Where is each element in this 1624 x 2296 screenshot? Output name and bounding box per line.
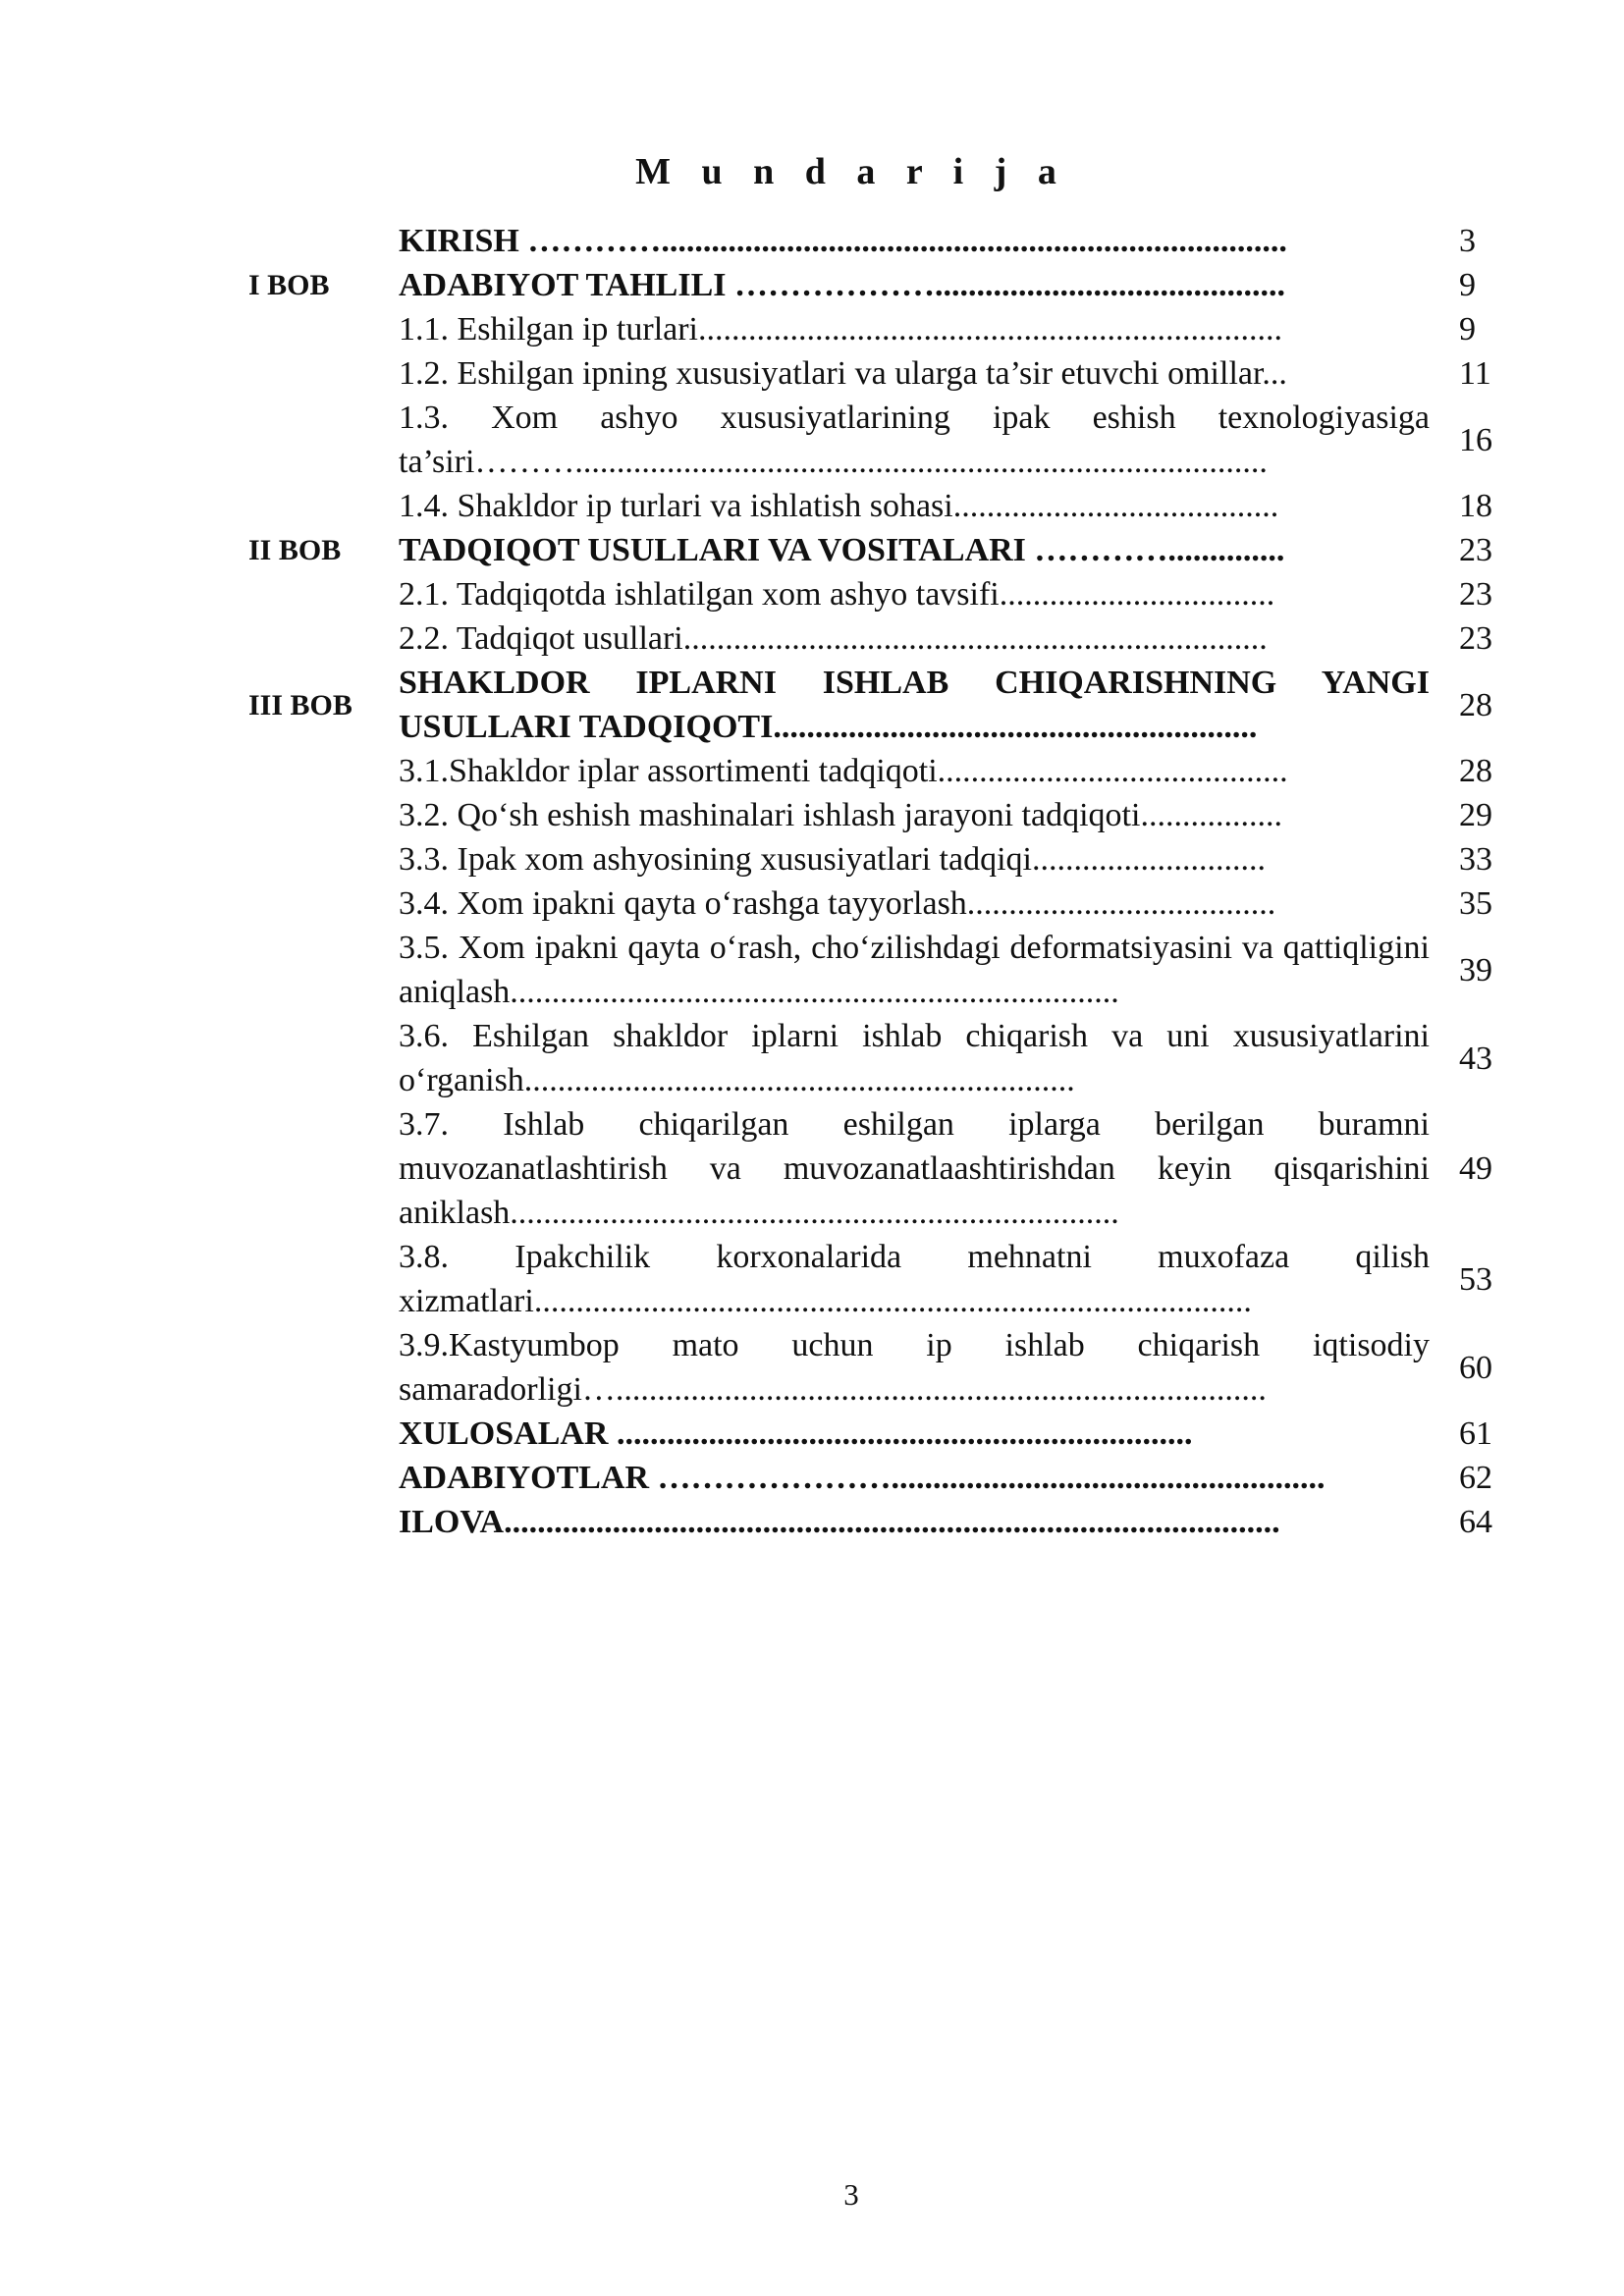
toc-entry-title: 1.1. Eshilgan ip turlari......................................................................	[399, 311, 1283, 347]
toc-page-number: 43	[1459, 1040, 1492, 1077]
toc-entry-title: 3.1.Shakldor iplar assortimenti tadqiqoti..........................................	[399, 753, 1288, 789]
toc-entry	[0, 219, 1624, 263]
toc-page-number: 39	[1459, 951, 1492, 988]
toc-entry-title: 1.3. Xom ashyo xususiyatlarining ipak eshish texnologiyasiga ta’siri………...................................................................................	[399, 400, 1430, 480]
toc-entry	[0, 263, 1624, 307]
toc-entry	[0, 1323, 1624, 1412]
toc-entry-title: 2.2. Tadqiqot usullari......................................................................	[399, 620, 1268, 657]
toc-page-number: 61	[1459, 1415, 1492, 1452]
toc-page-number: 23	[1459, 576, 1492, 613]
toc-entry-title: ADABIYOTLAR …………………....................................................	[399, 1460, 1326, 1496]
toc-page-number: 11	[1459, 355, 1491, 392]
toc-entry	[0, 484, 1624, 528]
toc-entry	[0, 307, 1624, 351]
toc-page-number: 9	[1459, 267, 1476, 303]
toc-entry-title: 3.3. Ipak xom ashyosining xususiyatlari tadqiqi............................	[399, 841, 1266, 878]
toc-entry-title: 3.4. Xom ipakni qayta o‘rashga tayyorlash.....................................	[399, 885, 1276, 922]
toc-chapter-label: II BOB	[248, 534, 342, 566]
toc-page-number: 53	[1459, 1260, 1492, 1298]
toc-entry	[0, 793, 1624, 837]
toc-entry	[0, 661, 1624, 749]
toc-entry	[0, 881, 1624, 926]
toc-page-number: 49	[1459, 1150, 1492, 1187]
toc-page-number: 33	[1459, 841, 1492, 878]
toc-entry-title: 3.6. Eshilgan shakldor iplarni ishlab chiqarish va uni xususiyatlarini o‘rganish..................................................................	[399, 1018, 1430, 1098]
toc-entry-title: 3.2. Qo‘sh eshish mashinalari ishlash jarayoni tadqiqoti.................	[399, 797, 1282, 833]
toc-entry	[0, 1412, 1624, 1456]
table-of-contents	[0, 219, 1624, 1544]
toc-entry	[0, 616, 1624, 661]
toc-entry-title: 1.2. Eshilgan ipning xususiyatlari va ularga ta’sir etuvchi omillar...	[399, 355, 1287, 392]
footer-page-number: 3	[843, 2177, 859, 2212]
toc-entry-title: KIRISH …………...........................................................................	[399, 223, 1287, 259]
toc-entry-title: TADQIQOT USULLARI VA VOSITALARI …………..............	[399, 532, 1285, 568]
toc-entry-title: 1.4. Shakldor ip turlari va ishlatish sohasi.......................................	[399, 488, 1279, 524]
toc-entry	[0, 1235, 1624, 1323]
toc-page-number: 16	[1459, 421, 1492, 458]
toc-entry	[0, 1456, 1624, 1500]
toc-entry-title: XULOSALAR .....................................................................	[399, 1415, 1193, 1452]
toc-entry-title: ILOVA.............................................................................................	[399, 1504, 1280, 1540]
toc-entry	[0, 749, 1624, 793]
toc-chapter-label: III BOB	[248, 688, 352, 721]
toc-entry	[0, 396, 1624, 484]
toc-entry	[0, 1014, 1624, 1102]
toc-entry-title: 2.1. Tadqiqotda ishlatilgan xom ashyo tavsifi.................................	[399, 576, 1275, 613]
toc-entry-title: 3.9.Kastyumbop mato uchun ip ishlab chiqarish iqtisodiy samaradorligi…..............................................................................	[399, 1327, 1430, 1408]
toc-page-number: 29	[1459, 797, 1492, 833]
toc-page-number: 62	[1459, 1460, 1492, 1496]
toc-page-number: 28	[1459, 753, 1492, 789]
toc-page-number: 23	[1459, 532, 1492, 568]
toc-entry	[0, 926, 1624, 1014]
toc-entry-title: 3.7. Ishlab chiqarilgan eshilgan iplarga berilgan buramni muvozanatlashtirish va muvozanatlaashtirishdan keyin qisqarishini aniklash.........................................................................	[399, 1106, 1430, 1231]
toc-page-number: 9	[1459, 311, 1476, 347]
toc-entry	[0, 1500, 1624, 1544]
toc-entry-title: 3.5. Xom ipakni qayta o‘rash, cho‘zilishdagi deformatsiyasini va qattiqligini aniqlash.........................................................................	[399, 930, 1430, 1010]
toc-entry-title: 3.8. Ipakchilik korxonalarida mehnatni muxofaza qilish xizmatlari......................................................................................	[399, 1239, 1430, 1319]
toc-page-number: 35	[1459, 885, 1492, 922]
toc-entry-title: ADABIYOT TAHLILI ………………..........................................	[399, 267, 1285, 303]
toc-page-number: 64	[1459, 1504, 1492, 1540]
toc-page-number: 23	[1459, 620, 1492, 657]
toc-page-number: 18	[1459, 488, 1492, 524]
page-title: M u n d a r i j a	[635, 151, 1067, 192]
toc-entry	[0, 351, 1624, 396]
toc-entry	[0, 1102, 1624, 1235]
toc-entry-title: SHAKLDOR IPLARNI ISHLAB CHIQARISHNING YANGI USULLARI TADQIQOTI..........................................................	[399, 665, 1430, 745]
toc-entry	[0, 572, 1624, 616]
toc-entry	[0, 528, 1624, 572]
toc-page-number: 3	[1459, 223, 1476, 259]
toc-page-number: 28	[1459, 686, 1492, 723]
toc-page-number: 60	[1459, 1349, 1492, 1386]
toc-entry	[0, 837, 1624, 881]
toc-chapter-label: I BOB	[248, 269, 330, 301]
